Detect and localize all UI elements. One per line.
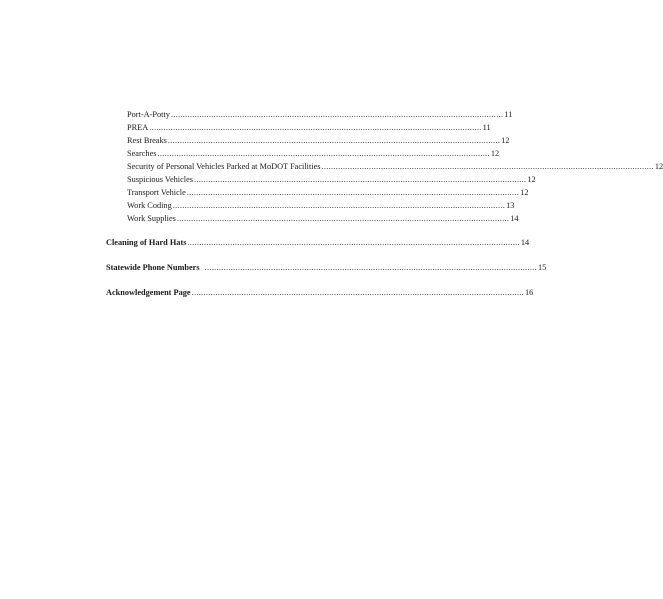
toc-entry-page: 12 [654,162,663,171]
toc-section[interactable] [106,288,534,298]
toc-entry-title: Searches [127,149,157,158]
dot-leader: ............................................................................................................................................ [194,175,527,184]
toc-entry-title: Transport Vehicle [127,188,186,197]
toc-entry[interactable] [127,175,536,185]
toc-section-page: 16 [524,288,534,297]
toc-section-page: 15 [537,263,547,272]
toc-entry-page: 11 [482,123,491,132]
dot-leader: ............................................................................................................................................ [170,110,504,119]
toc-section-title: Cleaning of Hard Hats [106,238,187,247]
toc-entry-title: Rest Breaks [127,136,167,145]
dot-leader: ............................................................................................................................................ [187,238,520,247]
dot-leader: ............................................................................................................................................ [149,123,482,132]
toc-entry[interactable] [127,162,663,172]
toc-entry[interactable] [127,149,500,159]
toc-section[interactable] [106,263,547,273]
toc-entry[interactable] [127,136,510,146]
dot-leader: ............................................................................................................................................ [191,288,524,297]
toc-entry-page: 13 [506,201,515,210]
toc-section-title: Acknowledgement Page [106,288,191,297]
toc-entry-page: 11 [504,110,513,119]
toc-entry[interactable] [127,110,513,120]
toc-entry-page: 12 [501,136,510,145]
dot-leader: ............................................................................................................................................ [176,214,510,223]
toc-entry-title: Suspicious Vehicles [127,175,193,184]
toc-entry-page: 12 [527,175,536,184]
dot-leader: ............................................................................................................................................ [186,188,520,197]
toc-section-page: 14 [520,238,530,247]
toc-entry[interactable] [127,201,515,211]
toc-entry-page: 14 [510,214,519,223]
toc-entry-page: 12 [520,188,529,197]
toc-entry-title: PREA [127,123,149,132]
dot-leader: ............................................................................................................................................ [321,162,654,171]
toc-entry-title: Security of Personal Vehicles Parked at MoDOT Facilities [127,162,321,171]
toc-entry-title: Port-A-Potty [127,110,170,119]
dot-leader: ............................................................................................................................................ [167,136,501,145]
toc-entry[interactable] [127,214,519,224]
dot-leader: ............................................................................................................................................ [204,263,537,272]
toc-entry-page: 12 [490,149,500,158]
dot-leader: ............................................................................................................................................ [172,201,506,210]
toc-entry-title: Work Coding [127,201,172,210]
toc-entry[interactable] [127,123,491,133]
toc-entry[interactable] [127,188,529,198]
toc-section[interactable] [106,238,530,248]
toc-entry-title: Work Supplies [127,214,176,223]
toc-section-title: Statewide Phone Numbers [106,263,200,272]
dot-leader: ............................................................................................................................................ [157,149,490,158]
